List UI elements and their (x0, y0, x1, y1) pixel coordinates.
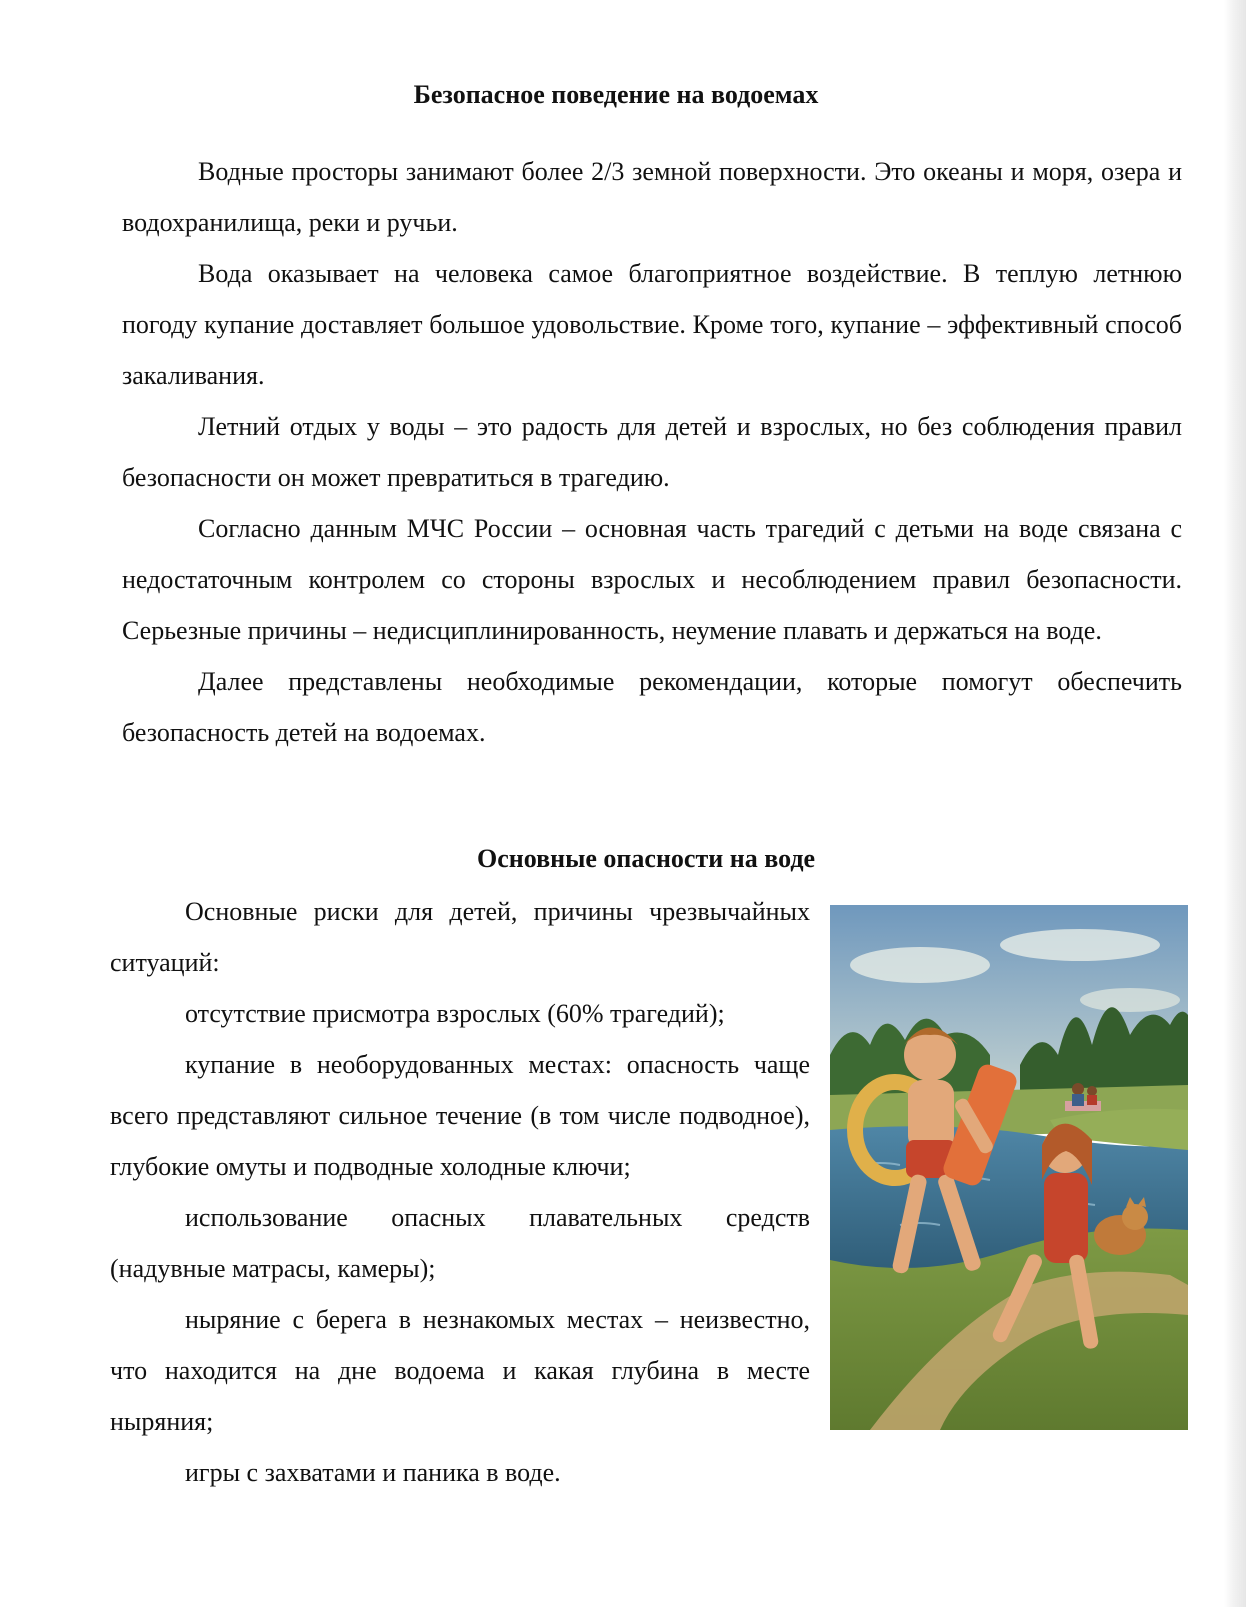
page-title: Безопасное поведение на водоемах (413, 80, 819, 109)
risk-item: отсутствие присмотра взрослых (60% трагедий); (185, 999, 725, 1028)
intro-paragraph: Летний отдых у воды – это радость для детей и взрослых, но без соблюдения правил безопасности он может превратиться в трагедию. (122, 412, 1182, 492)
risk-item: использование опасных плавательных средств (надувные матрасы, камеры); (110, 1203, 810, 1283)
risk-item: купание в необорудованных местах: опасность чаще всего представляют сильное течение (в том числе подводное), глубокие омуты и подводные холодные ключи; (110, 1050, 810, 1181)
intro-section (122, 146, 1182, 758)
children-running-by-river-illustration (830, 905, 1188, 1430)
intro-paragraph: Согласно данным МЧС России – основная часть трагедий с детьми на воде связана с недостаточным контролем со стороны взрослых и несоблюдением правил безопасности. Серьезные причины – недисциплинированность, неумение плавать и держаться на воде. (122, 514, 1182, 645)
risks-section (110, 886, 810, 1498)
section-title: Основные опасности на воде (476, 844, 816, 873)
risk-item: ныряние с берега в незнакомых местах – неизвестно, что находится на дне водоема и какая глубина в месте ныряния; (110, 1305, 810, 1436)
risks-intro-paragraph: Основные риски для детей, причины чрезвычайных ситуаций: (110, 897, 810, 977)
intro-paragraph: Водные просторы занимают более 2/3 земной поверхности. Это океаны и моря, озера и водохранилища, реки и ручьи. (122, 157, 1182, 237)
intro-paragraph: Далее представлены необходимые рекомендации, которые помогут обеспечить безопасность детей на водоемах. (122, 667, 1182, 747)
risk-item: игры с захватами и паника в воде. (185, 1458, 561, 1487)
intro-paragraph: Вода оказывает на человека самое благоприятное воздействие. В теплую летнюю погоду купание доставляет большое удовольствие. Кроме того, купание – эффективный способ закаливания. (122, 259, 1182, 390)
page-edge-shadow (1224, 0, 1246, 1607)
